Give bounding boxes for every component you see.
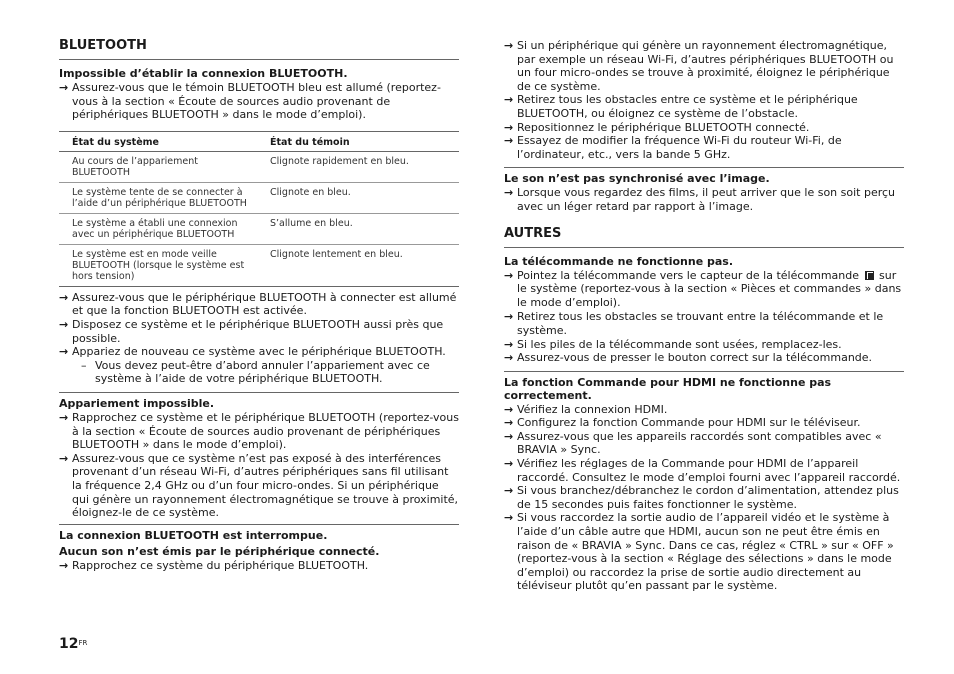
table-cell: S’allume en bleu. bbox=[257, 213, 459, 244]
list-item: → Assurez-vous que ce système n’est pas exposé à des interférences provenant d’un réseau Wi-Fi, d’autres périphériques sans fil utilisant la fréquence 2,4 GHz ou d’un four micro-ondes. Si un périphérique qui génère un rayonnement électromagnétique se trouve à proximité, éloignez-le de ce système. bbox=[59, 452, 459, 520]
list-item: → Si vous branchez/débranchez le cordon d’alimentation, attendez plus de 15 secondes puis faites fonctionner le système. bbox=[504, 484, 904, 511]
remote-sensor-icon bbox=[865, 271, 874, 280]
list-connection-impossible-continued bbox=[59, 291, 459, 359]
list-item: → Retirez tous les obstacles entre ce système et le périphérique BLUETOOTH, ou éloignez ce système de l’obstacle. bbox=[504, 93, 904, 120]
heading-sound-not-synced: Le son n’est pas synchronisé avec l’image. bbox=[504, 167, 904, 185]
section-title-autres: AUTRES bbox=[504, 226, 904, 248]
list-hdmi-control bbox=[504, 403, 904, 593]
heading-connection-interrupted: La connexion BLUETOOTH est interrompue. bbox=[59, 524, 459, 542]
table-row bbox=[59, 182, 459, 213]
dash-note bbox=[59, 359, 459, 386]
list-item: → Configurez la fonction Commande pour HDMI sur le téléviseur. bbox=[504, 416, 904, 430]
list-item: → Vérifiez la connexion HDMI. bbox=[504, 403, 904, 417]
table-row bbox=[59, 244, 459, 286]
page-number-value: 12 bbox=[59, 636, 79, 652]
heading-pairing-impossible: Appariement impossible. bbox=[59, 392, 459, 410]
list-pairing-impossible bbox=[59, 411, 459, 520]
list-item: → Si un périphérique qui génère un rayonnement électromagnétique, par exemple un réseau Wi-Fi, d’autres périphériques BLUETOOTH ou un four micro-ondes se trouve à proximité, éloignez le périphérique de ce système. bbox=[504, 39, 904, 93]
dash-note-text: Vous devez peut-être d’abord annuler l’appariement avec ce système à l’aide de votre périphérique BLUETOOTH. bbox=[95, 358, 430, 386]
table-cell: Le système a établi une connexion avec un périphérique BLUETOOTH bbox=[59, 213, 257, 244]
list-item: → Rapprochez ce système du périphérique BLUETOOTH. bbox=[59, 559, 459, 573]
list-item: → Assurez-vous de presser le bouton correct sur la télécommande. bbox=[504, 351, 904, 365]
list-remote-not-working bbox=[504, 269, 904, 310]
list-item: → Vérifiez les réglages de la Commande pour HDMI de l’appareil raccordé. Consultez le mode d’emploi fourni avec l’appareil raccordé. bbox=[504, 457, 904, 484]
list-sound-not-synced bbox=[504, 186, 904, 213]
list-remote-not-working-continued bbox=[504, 310, 904, 364]
list-item-text: Pointez la télécommande vers le capteur de la télécommande bbox=[517, 268, 860, 282]
table-cell: Le système tente de se connecter à l’aide d’un périphérique BLUETOOTH bbox=[59, 182, 257, 213]
table-row bbox=[59, 213, 459, 244]
heading-remote-not-working: La télécommande ne fonctionne pas. bbox=[504, 254, 734, 268]
list-item: → Retirez tous les obstacles se trouvant entre la télécommande et le système. bbox=[504, 310, 904, 337]
list-item bbox=[504, 269, 904, 310]
list-bluetooth-continued bbox=[504, 39, 904, 161]
list-item: → Si les piles de la télécommande sont usées, remplacez-les. bbox=[504, 338, 904, 352]
list-item: → Lorsque vous regardez des films, il peut arriver que le son soit perçu avec un léger retard par rapport à l’image. bbox=[504, 186, 904, 213]
page-number bbox=[59, 636, 87, 652]
list-item: → Essayez de modifier la fréquence Wi-Fi du routeur Wi-Fi, de l’ordinateur, etc., vers la bande 5 GHz. bbox=[504, 134, 904, 161]
list-connection-impossible bbox=[59, 81, 459, 122]
list-item: → Si vous raccordez la sortie audio de l’appareil vidéo et le système à l’aide d’un câble autre que HDMI, aucun son ne peut être émis en raison de « BRAVIA » Sync. Dans ce cas, réglez « CTRL » sur « OFF » (reportez-vous à la section « Réglage des sélections » dans le mode d’emploi) ou raccordez la prise de sortie audio directement au téléviseur plutôt qu’en passant par le système. bbox=[504, 511, 904, 593]
right-column bbox=[504, 38, 904, 593]
list-item: → Assurez-vous que les appareils raccordés sont compatibles avec « BRAVIA » Sync. bbox=[504, 430, 904, 457]
status-table bbox=[59, 131, 459, 287]
list-item: → Appariez de nouveau ce système avec le périphérique BLUETOOTH. bbox=[59, 345, 459, 359]
table-cell: Clignote rapidement en bleu. bbox=[257, 151, 459, 182]
page-language: FR bbox=[78, 639, 88, 647]
list-item: → Rapprochez ce système et le périphérique BLUETOOTH (reportez-vous à la section « Écoute de sources audio provenant de périphériques BLUETOOTH » dans le mode d’emploi). bbox=[59, 411, 459, 452]
table-header-indicator-state: État du témoin bbox=[257, 131, 459, 151]
section-title-bluetooth: BLUETOOTH bbox=[59, 38, 459, 60]
table-cell: Le système est en mode veille BLUETOOTH (lorsque le système est hors tension) bbox=[59, 244, 257, 286]
list-item: → Repositionnez le périphérique BLUETOOTH connecté. bbox=[504, 121, 904, 135]
heading-no-sound: Aucun son n’est émis par le périphérique connecté. bbox=[59, 544, 380, 558]
table-cell: Au cours de l’appariement BLUETOOTH bbox=[59, 151, 257, 182]
list-connection-interrupted bbox=[59, 559, 459, 573]
table-cell: Clignote lentement en bleu. bbox=[257, 244, 459, 286]
heading-hdmi-control: La fonction Commande pour HDMI ne fonctionne pas correctement. bbox=[504, 371, 904, 402]
list-item-text: sur le système (reportez-vous à la section « Pièces et commandes » dans le mode d’emploi). bbox=[517, 268, 902, 309]
dash-icon: – bbox=[81, 358, 87, 372]
table-header-system-state: État du système bbox=[59, 131, 257, 151]
heading-connection-impossible: Impossible d’établir la connexion BLUETOOTH. bbox=[59, 67, 348, 80]
table-row bbox=[59, 151, 459, 182]
list-item: → Assurez-vous que le périphérique BLUETOOTH à connecter est allumé et que la fonction BLUETOOTH est activée. bbox=[59, 291, 459, 318]
left-column bbox=[59, 38, 459, 572]
list-item: → Disposez ce système et le périphérique BLUETOOTH aussi près que possible. bbox=[59, 318, 459, 345]
list-item: → Assurez-vous que le témoin BLUETOOTH bleu est allumé (reportez-vous à la section « Écoute de sources audio provenant de périphériques BLUETOOTH » dans le mode d’emploi). bbox=[59, 81, 459, 122]
table-cell: Clignote en bleu. bbox=[257, 182, 459, 213]
